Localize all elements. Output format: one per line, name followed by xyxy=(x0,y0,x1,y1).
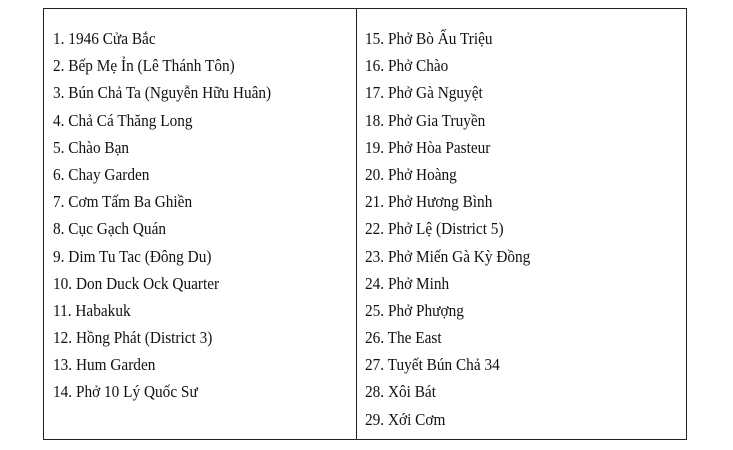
list-item: 17. Phở Gà Nguyệt xyxy=(365,83,483,103)
list-item: 12. Hồng Phát (District 3) xyxy=(53,328,213,348)
list-item: 11. Habakuk xyxy=(53,300,131,320)
list-item: 19. Phở Hòa Pasteur xyxy=(365,137,491,157)
list-item: 3. Bún Chả Ta (Nguyễn Hữu Huân) xyxy=(53,83,272,103)
list-item: 26. The East xyxy=(365,328,442,348)
list-item: 20. Phở Hoàng xyxy=(365,164,457,184)
list-item: 5. Chào Bạn xyxy=(53,137,130,157)
list-item: 15. Phở Bò Ấu Triệu xyxy=(365,29,493,48)
list-item: 28. Xôi Bát xyxy=(365,382,436,402)
list-item: 24. Phở Minh xyxy=(365,273,450,293)
list-item: 9. Dim Tu Tac (Đông Du) xyxy=(53,246,212,266)
list-item: 14. Phở 10 Lý Quốc Sư xyxy=(53,382,198,402)
list-item: 7. Cơm Tấm Ba Ghiền xyxy=(53,192,193,212)
restaurant-list-table xyxy=(43,8,687,440)
right-column xyxy=(357,9,686,439)
list-item: 29. Xới Cơm xyxy=(365,409,446,429)
list-item: 2. Bếp Mẹ Ỉn (Lê Thánh Tôn) xyxy=(53,56,235,76)
list-item: 13. Hum Garden xyxy=(53,355,156,375)
list-item: 4. Chả Cá Thăng Long xyxy=(53,110,193,130)
list-item: 16. Phở Chào xyxy=(365,56,449,76)
list-item: 8. Cục Gạch Quán xyxy=(53,219,167,239)
list-item: 22. Phở Lệ (District 5) xyxy=(365,219,504,239)
list-item: 18. Phở Gia Truyền xyxy=(365,110,486,130)
list-item: 1. 1946 Cửa Bắc xyxy=(53,29,156,48)
list-item: 25. Phở Phượng xyxy=(365,300,464,320)
list-item: 23. Phở Miến Gà Kỳ Đồng xyxy=(365,246,531,266)
list-item: 21. Phở Hương Bình xyxy=(365,192,493,212)
list-item: 10. Don Duck Ock Quarter xyxy=(53,273,220,293)
list-item: 27. Tuyết Bún Chả 34 xyxy=(365,355,500,375)
left-column xyxy=(44,9,357,439)
list-item: 6. Chay Garden xyxy=(53,164,150,184)
